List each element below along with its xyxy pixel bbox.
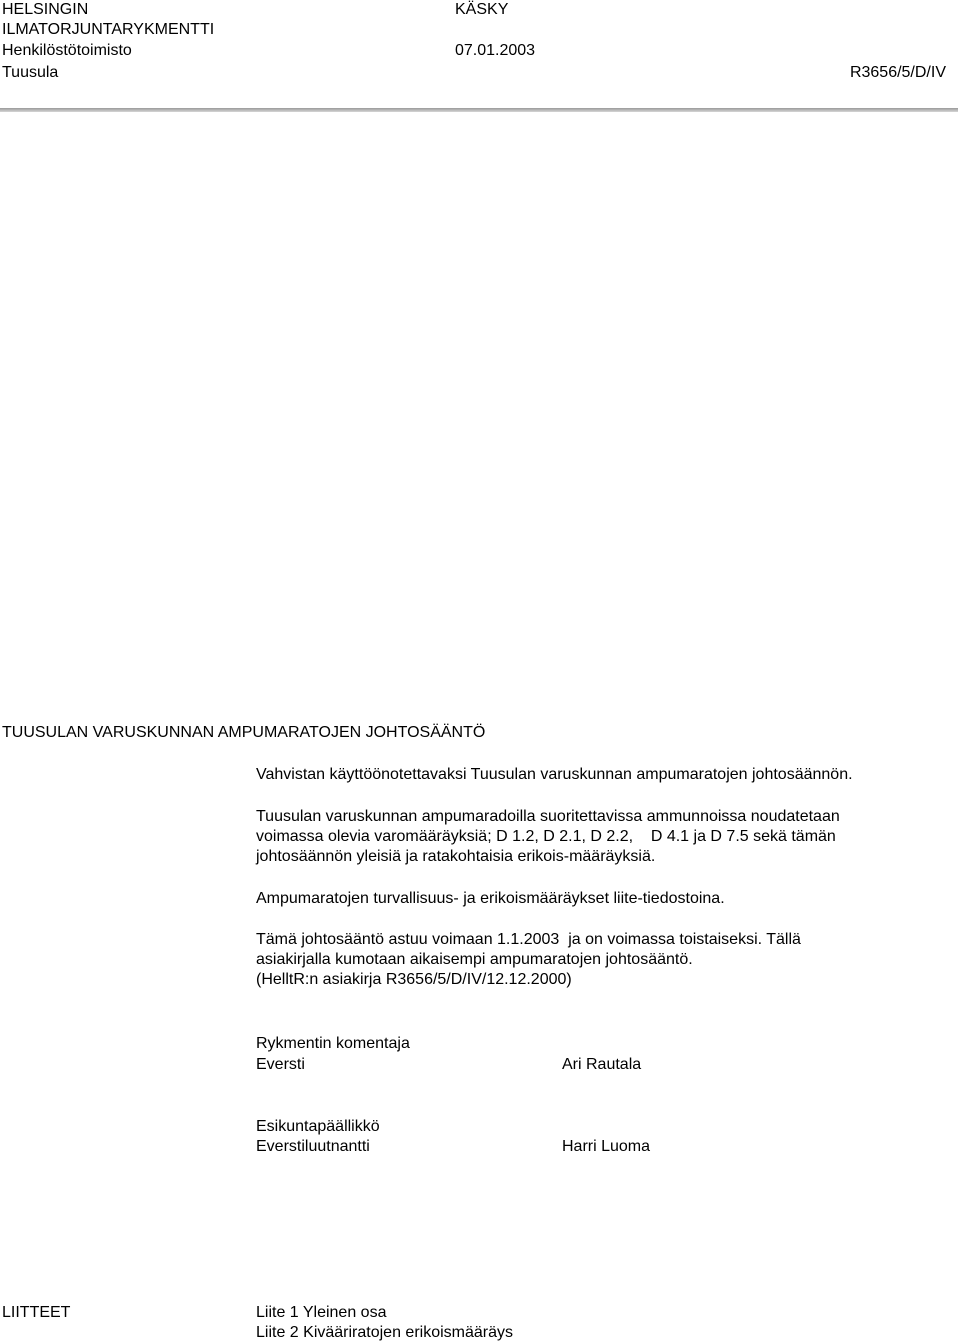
paragraph-2 (256, 807, 840, 867)
attachment-item: Liite 1 Yleinen osa (256, 1304, 387, 1321)
org-name-line2: ILMATORJUNTARYKMENTTI (2, 21, 215, 38)
paragraph-line: Tämä johtosääntö astuu voimaan 1.1.2003 ja on voimassa toistaiseksi. Tällä (256, 931, 801, 948)
location: Tuusula (2, 64, 59, 81)
attachments-label: LIITTEET (2, 1304, 71, 1321)
department: Henkilöstötoimisto (2, 42, 132, 59)
signature-role: Rykmentin komentaja (256, 1035, 410, 1052)
paragraph-line: (HelltR:n asiakirja R3656/5/D/IV/12.12.2000) (256, 971, 572, 988)
paragraph-line: asiakirjalla kumotaan aikaisempi ampumaratojen johtosääntö. (256, 951, 693, 968)
paragraph-line: voimassa olevia varomääräyksiä; D 1.2, D 2.1, D 2.2, D 4.1 ja D 7.5 sekä tämän (256, 828, 836, 845)
paragraph-4 (256, 930, 801, 990)
signature-rank: Eversti (256, 1056, 305, 1073)
paragraph-line: johtosäännön yleisiä ja ratakohtaisia erikois-määräyksiä. (256, 848, 656, 865)
signature-role: Esikuntapäällikkö (256, 1118, 380, 1135)
paragraph-line: Tuusulan varuskunnan ampumaradoilla suoritettavissa ammunnoissa noudatetaan (256, 808, 840, 825)
attachment-item: Liite 2 Kivääriratojen erikoismääräys (256, 1324, 513, 1341)
signature-rank: Everstiluutnantti (256, 1138, 370, 1155)
signature-name: Harri Luoma (562, 1138, 651, 1155)
document-date: 07.01.2003 (455, 42, 536, 59)
paragraph-line: Vahvistan käyttöönotettavaksi Tuusulan varuskunnan ampumaratojen johtosäännön. (256, 766, 853, 783)
document-type: KÄSKY (455, 1, 509, 18)
header-divider (0, 108, 958, 112)
paragraph-3 (256, 889, 725, 909)
paragraph-line: Ampumaratojen turvallisuus- ja erikoismääräykset liite-tiedostoina. (256, 890, 725, 907)
org-name-line1: HELSINGIN (2, 1, 89, 18)
document-title: TUUSULAN VARUSKUNNAN AMPUMARATOJEN JOHTOSÄÄNTÖ (2, 724, 486, 741)
reference-number: R3656/5/D/IV (849, 64, 946, 81)
signature-name: Ari Rautala (562, 1056, 642, 1073)
paragraph-1 (256, 765, 853, 785)
